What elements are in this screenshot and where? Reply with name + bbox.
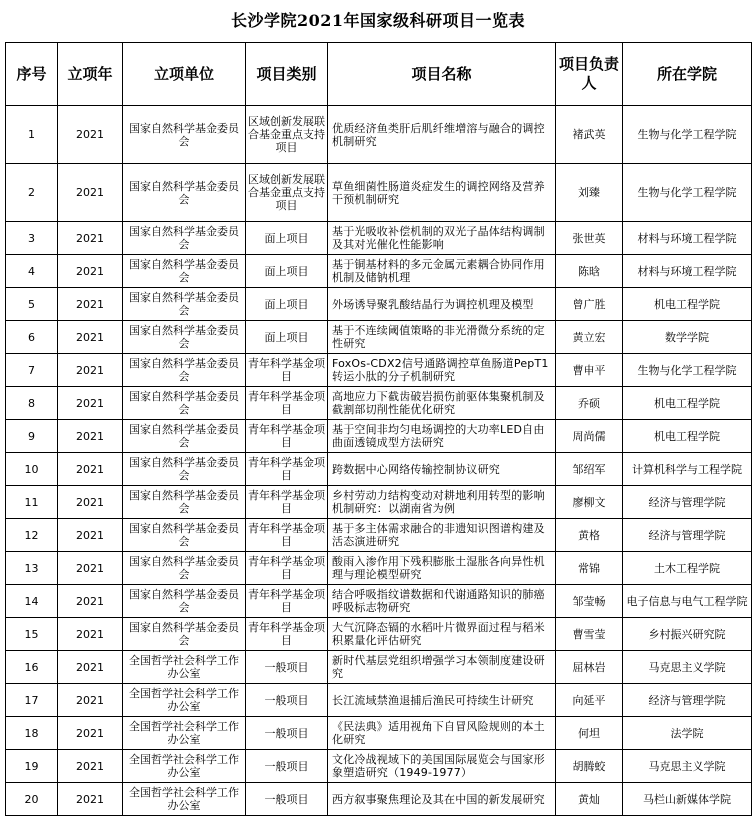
cell-unit: 国家自然科学基金委员会 xyxy=(123,420,246,453)
cell-leader: 刘臻 xyxy=(556,164,623,222)
table-row xyxy=(6,783,752,816)
cell-college: 材料与环境工程学院 xyxy=(623,222,752,255)
cell-no: 5 xyxy=(6,288,58,321)
cell-no: 6 xyxy=(6,321,58,354)
cell-college: 计算机科学与工程学院 xyxy=(623,453,752,486)
page-title: 长沙学院2021年国家级科研项目一览表 xyxy=(230,11,526,30)
header-row xyxy=(6,43,752,106)
cell-year: 2021 xyxy=(58,420,123,453)
cell-unit: 国家自然科学基金委员会 xyxy=(123,519,246,552)
cell-category: 青年科学基金项目 xyxy=(246,486,328,519)
cell-project-name: 酸雨入渗作用下残积膨胀土湿胀各向异性机理与理论模型研究 xyxy=(328,552,556,585)
cell-leader: 何坦 xyxy=(556,717,623,750)
table-row xyxy=(6,354,752,387)
cell-project-name: 大气沉降态镉的水稻叶片微界面过程与稻米积累量化评估研究 xyxy=(328,618,556,651)
cell-unit: 国家自然科学基金委员会 xyxy=(123,106,246,164)
table-row xyxy=(6,486,752,519)
cell-year: 2021 xyxy=(58,519,123,552)
cell-year: 2021 xyxy=(58,453,123,486)
header-no: 序号 xyxy=(6,43,58,106)
cell-leader: 陈晗 xyxy=(556,255,623,288)
cell-college: 材料与环境工程学院 xyxy=(623,255,752,288)
cell-unit: 国家自然科学基金委员会 xyxy=(123,288,246,321)
cell-category: 青年科学基金项目 xyxy=(246,453,328,486)
table-row xyxy=(6,164,752,222)
cell-project-name: 基于空间非均匀电场调控的大功率LED自由曲面透镜成型方法研究 xyxy=(328,420,556,453)
cell-leader: 黄格 xyxy=(556,519,623,552)
cell-category: 面上项目 xyxy=(246,321,328,354)
cell-leader: 曹申平 xyxy=(556,354,623,387)
cell-year: 2021 xyxy=(58,684,123,717)
cell-category: 面上项目 xyxy=(246,288,328,321)
cell-unit: 全国哲学社会科学工作办公室 xyxy=(123,651,246,684)
cell-leader: 向延平 xyxy=(556,684,623,717)
cell-no: 20 xyxy=(6,783,58,816)
cell-no: 10 xyxy=(6,453,58,486)
table-row xyxy=(6,420,752,453)
cell-leader: 胡腾蛟 xyxy=(556,750,623,783)
header-name: 项目名称 xyxy=(328,43,556,106)
cell-college: 经济与管理学院 xyxy=(623,486,752,519)
cell-year: 2021 xyxy=(58,552,123,585)
cell-leader: 周尚儒 xyxy=(556,420,623,453)
cell-year: 2021 xyxy=(58,106,123,164)
table-row xyxy=(6,717,752,750)
table-row xyxy=(6,255,752,288)
header-college: 所在学院 xyxy=(623,43,752,106)
cell-category: 区域创新发展联合基金重点支持项目 xyxy=(246,106,328,164)
cell-leader: 邹绍军 xyxy=(556,453,623,486)
table-row xyxy=(6,321,752,354)
cell-year: 2021 xyxy=(58,585,123,618)
table-row xyxy=(6,387,752,420)
cell-no: 16 xyxy=(6,651,58,684)
table-row xyxy=(6,106,752,164)
cell-leader: 曾广胜 xyxy=(556,288,623,321)
cell-unit: 国家自然科学基金委员会 xyxy=(123,486,246,519)
table-row xyxy=(6,453,752,486)
cell-project-name: 文化冷战视域下的美国国际展览会与国家形象塑造研究（1949-1977） xyxy=(328,750,556,783)
cell-college: 电子信息与电气工程学院 xyxy=(623,585,752,618)
cell-leader: 褚武英 xyxy=(556,106,623,164)
cell-category: 青年科学基金项目 xyxy=(246,585,328,618)
cell-project-name: 乡村劳动力结构变动对耕地利用转型的影响机制研究：以湖南省为例 xyxy=(328,486,556,519)
cell-category: 青年科学基金项目 xyxy=(246,519,328,552)
cell-year: 2021 xyxy=(58,717,123,750)
cell-leader: 邹莹畅 xyxy=(556,585,623,618)
cell-unit: 全国哲学社会科学工作办公室 xyxy=(123,684,246,717)
cell-unit: 国家自然科学基金委员会 xyxy=(123,354,246,387)
cell-no: 1 xyxy=(6,106,58,164)
table-row xyxy=(6,750,752,783)
cell-college: 经济与管理学院 xyxy=(623,684,752,717)
cell-project-name: 结合呼吸指纹谱数据和代谢通路知识的肺癌呼吸标志物研究 xyxy=(328,585,556,618)
cell-no: 8 xyxy=(6,387,58,420)
cell-college: 机电工程学院 xyxy=(623,387,752,420)
cell-college: 土木工程学院 xyxy=(623,552,752,585)
cell-project-name: 跨数据中心网络传输控制协议研究 xyxy=(328,453,556,486)
cell-unit: 国家自然科学基金委员会 xyxy=(123,387,246,420)
cell-unit: 全国哲学社会科学工作办公室 xyxy=(123,717,246,750)
cell-year: 2021 xyxy=(58,255,123,288)
cell-category: 区域创新发展联合基金重点支持项目 xyxy=(246,164,328,222)
cell-year: 2021 xyxy=(58,387,123,420)
cell-project-name: 基于光吸收补偿机制的双光子晶体结构调制及其对光催化性能影响 xyxy=(328,222,556,255)
cell-year: 2021 xyxy=(58,321,123,354)
projects-table xyxy=(5,42,752,816)
cell-project-name: 草鱼细菌性肠道炎症发生的调控网络及营养干预机制研究 xyxy=(328,164,556,222)
cell-category: 一般项目 xyxy=(246,651,328,684)
cell-leader: 屈林岩 xyxy=(556,651,623,684)
cell-project-name: 长江流域禁渔退捕后渔民可持续生计研究 xyxy=(328,684,556,717)
cell-unit: 国家自然科学基金委员会 xyxy=(123,255,246,288)
table-row xyxy=(6,519,752,552)
cell-leader: 黄立宏 xyxy=(556,321,623,354)
cell-unit: 国家自然科学基金委员会 xyxy=(123,321,246,354)
cell-unit: 全国哲学社会科学工作办公室 xyxy=(123,783,246,816)
cell-college: 马克思主义学院 xyxy=(623,750,752,783)
cell-leader: 廖柳文 xyxy=(556,486,623,519)
cell-category: 一般项目 xyxy=(246,717,328,750)
cell-no: 17 xyxy=(6,684,58,717)
cell-category: 青年科学基金项目 xyxy=(246,387,328,420)
cell-no: 11 xyxy=(6,486,58,519)
cell-college: 数学学院 xyxy=(623,321,752,354)
cell-college: 生物与化学工程学院 xyxy=(623,354,752,387)
cell-project-name: 西方叙事聚焦理论及其在中国的新发展研究 xyxy=(328,783,556,816)
cell-unit: 国家自然科学基金委员会 xyxy=(123,164,246,222)
header-unit: 立项单位 xyxy=(123,43,246,106)
cell-year: 2021 xyxy=(58,486,123,519)
cell-leader: 曹雪莹 xyxy=(556,618,623,651)
cell-leader: 乔硕 xyxy=(556,387,623,420)
cell-project-name: 外场诱导聚乳酸结晶行为调控机理及模型 xyxy=(328,288,556,321)
header-leader: 项目负责人 xyxy=(556,43,623,106)
cell-project-name: FoxOs-CDX2信号通路调控草鱼肠道PepT1转运小肽的分子机制研究 xyxy=(328,354,556,387)
cell-year: 2021 xyxy=(58,783,123,816)
cell-project-name: 基于多主体需求融合的非遗知识图谱构建及活态演进研究 xyxy=(328,519,556,552)
cell-unit: 全国哲学社会科学工作办公室 xyxy=(123,750,246,783)
table-row xyxy=(6,585,752,618)
table-row xyxy=(6,684,752,717)
cell-college: 法学院 xyxy=(623,717,752,750)
cell-year: 2021 xyxy=(58,618,123,651)
cell-leader: 张世英 xyxy=(556,222,623,255)
cell-category: 一般项目 xyxy=(246,750,328,783)
cell-college: 生物与化学工程学院 xyxy=(623,106,752,164)
cell-leader: 常锦 xyxy=(556,552,623,585)
header-year: 立项年 xyxy=(58,43,123,106)
header-category: 项目类别 xyxy=(246,43,328,106)
cell-project-name: 新时代基层党组织增强学习本领制度建设研究 xyxy=(328,651,556,684)
cell-category: 青年科学基金项目 xyxy=(246,354,328,387)
cell-year: 2021 xyxy=(58,288,123,321)
table-row xyxy=(6,552,752,585)
cell-year: 2021 xyxy=(58,750,123,783)
cell-category: 一般项目 xyxy=(246,684,328,717)
cell-category: 青年科学基金项目 xyxy=(246,552,328,585)
cell-no: 7 xyxy=(6,354,58,387)
cell-no: 3 xyxy=(6,222,58,255)
cell-no: 18 xyxy=(6,717,58,750)
cell-college: 生物与化学工程学院 xyxy=(623,164,752,222)
cell-year: 2021 xyxy=(58,222,123,255)
cell-project-name: 基于不连续阈值策略的非光滑微分系统的定性研究 xyxy=(328,321,556,354)
cell-college: 马克思主义学院 xyxy=(623,651,752,684)
cell-unit: 国家自然科学基金委员会 xyxy=(123,222,246,255)
cell-college: 乡村振兴研究院 xyxy=(623,618,752,651)
table-row xyxy=(6,618,752,651)
cell-no: 14 xyxy=(6,585,58,618)
cell-no: 19 xyxy=(6,750,58,783)
cell-no: 12 xyxy=(6,519,58,552)
cell-college: 马栏山新媒体学院 xyxy=(623,783,752,816)
cell-project-name: 基于铜基材料的多元金属元素耦合协同作用机制及储钠机理 xyxy=(328,255,556,288)
cell-year: 2021 xyxy=(58,164,123,222)
cell-college: 机电工程学院 xyxy=(623,420,752,453)
cell-category: 面上项目 xyxy=(246,255,328,288)
cell-project-name: 高地应力下截齿破岩损伤前驱体集聚机制及截割部切削性能优化研究 xyxy=(328,387,556,420)
table-row xyxy=(6,288,752,321)
cell-no: 9 xyxy=(6,420,58,453)
cell-year: 2021 xyxy=(58,354,123,387)
cell-project-name: 《民法典》适用视角下自冒风险规则的本土化研究 xyxy=(328,717,556,750)
cell-category: 青年科学基金项目 xyxy=(246,420,328,453)
table-row xyxy=(6,222,752,255)
table-row xyxy=(6,651,752,684)
cell-project-name: 优质经济鱼类肝后肌纤维增溶与融合的调控机制研究 xyxy=(328,106,556,164)
cell-unit: 国家自然科学基金委员会 xyxy=(123,585,246,618)
cell-no: 15 xyxy=(6,618,58,651)
cell-unit: 国家自然科学基金委员会 xyxy=(123,618,246,651)
cell-no: 2 xyxy=(6,164,58,222)
cell-college: 机电工程学院 xyxy=(623,288,752,321)
cell-college: 经济与管理学院 xyxy=(623,519,752,552)
cell-year: 2021 xyxy=(58,651,123,684)
cell-category: 青年科学基金项目 xyxy=(246,618,328,651)
cell-no: 4 xyxy=(6,255,58,288)
cell-category: 面上项目 xyxy=(246,222,328,255)
cell-no: 13 xyxy=(6,552,58,585)
cell-unit: 国家自然科学基金委员会 xyxy=(123,552,246,585)
cell-category: 一般项目 xyxy=(246,783,328,816)
cell-unit: 国家自然科学基金委员会 xyxy=(123,453,246,486)
cell-leader: 黄灿 xyxy=(556,783,623,816)
